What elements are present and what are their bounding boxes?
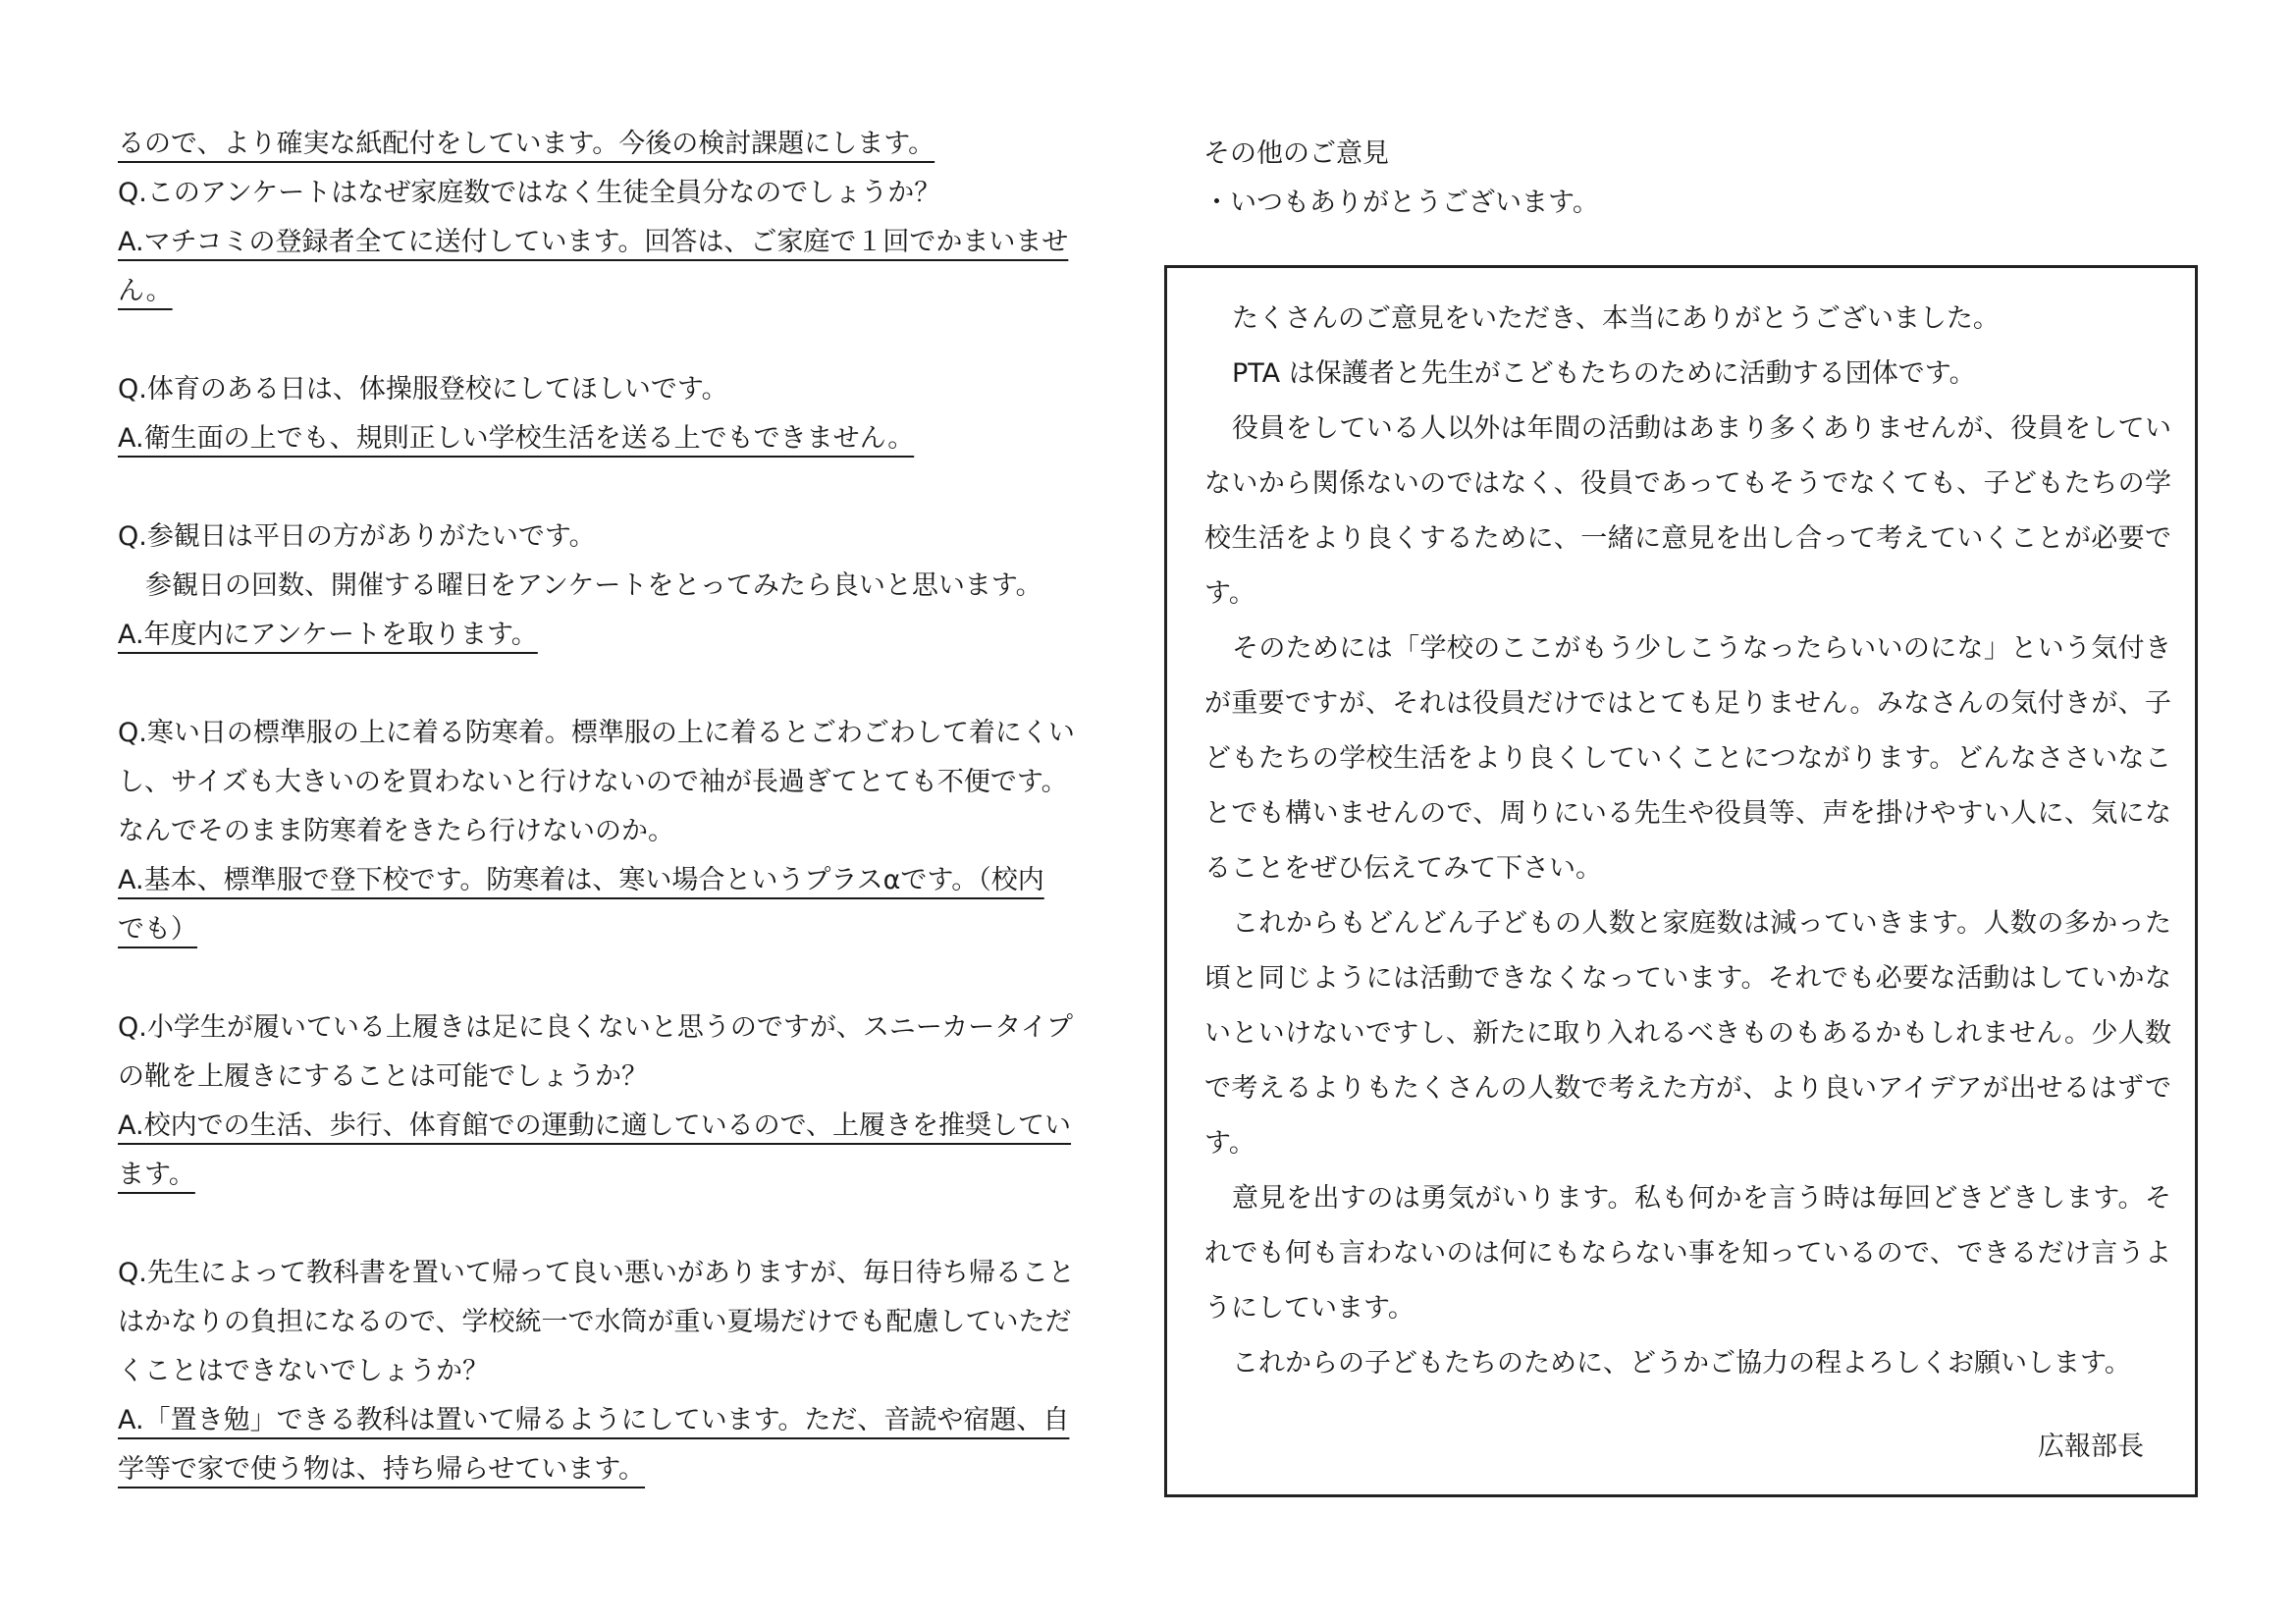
question-line: Q.体育のある日は、体操服登校にしてほしいです。 (118, 374, 728, 405)
answer-line: 学等で家で使う物は、持ち帰らせています。 (118, 1454, 646, 1485)
question-line: なんでそのまま防寒着をきたら行けないのか。 (118, 816, 674, 846)
question-line: くことはできないでしょうか？ (118, 1356, 489, 1386)
answer-line: A.「置き勉」できる教科は置いて帰るようにしています。ただ、音読や宿題、自 (118, 1405, 1070, 1435)
message-paragraph: これからの子どもたちのために、どうかご協力の程よろしくお願いします。 (1232, 1348, 2131, 1379)
answer-line: でも） (118, 914, 197, 945)
question-line: し、サイズも大きいのを買わないと行けないので袖が長過ぎてとても不便です。 (118, 767, 1068, 797)
message-box (1164, 265, 2198, 1497)
message-paragraph: 役員をしている人以外は年間の活動はあまり多くありませんが、役員をしていないから関係ないのではなく、役員であってもそうでなくても、子どもたちの学校生活をより良くするために、一緒に意見を出し合って考えていくことが必要です。 (1204, 413, 2171, 609)
question-line: Q.参観日は平日の方がありがたいです。 (118, 521, 596, 552)
other-opinions-section (1203, 130, 2195, 228)
spacer (118, 954, 1109, 1003)
message-paragraph: PTA は保護者と先生がこどもたちのために活動する団体です。 (1232, 358, 1976, 389)
signature: 広報部長 (2038, 1432, 2144, 1462)
message-paragraph: たくさんのご意見をいただき、本当にありがとうございました。 (1232, 303, 2000, 334)
answer-line: A.年度内にアンケートを取ります。 (118, 620, 538, 650)
message-body (1204, 292, 2171, 1391)
question-line: の靴を上履きにすることは可能でしょうか？ (118, 1061, 648, 1092)
answer-line: A.校内での生活、歩行、体育館での運動に適しているので、上履きを推奨してい (118, 1110, 1072, 1141)
spacer (118, 463, 1109, 513)
message-paragraph: これからもどんどん子どもの人数と家庭数は減っていきます。人数の多かった頃と同じようには活動できなくなっています。それでも必要な活動はしていかないといけないですし、新たに取り入れるべきものもあるかもしれません。少人数で考えるよりもたくさんの人数で考えた方が、より良いアイデアが出せるはずです。 (1204, 908, 2171, 1159)
spacer (118, 316, 1109, 365)
message-paragraph: 意見を出すのは勇気がいります。私も何かを言う時は毎回どきどきします。それでも何も言わないのは何にもならない事を知っているので、できるだけ言うようにしています。 (1204, 1183, 2171, 1324)
spacer (118, 660, 1109, 709)
other-opinions-heading: その他のご意見 (1203, 138, 1389, 169)
question-line: Q.寒い日の標準服の上に着る防寒着。標準服の上に着るとごわごわして着にくい (118, 718, 1075, 748)
answer-line: ん。 (118, 276, 173, 306)
answer-line: A.衛生面の上でも、規則正しい学校生活を送る上でもできません。 (118, 423, 915, 454)
question-line: 参観日の回数、開催する曜日をアンケートをとってみたら良いと思います。 (145, 570, 1042, 601)
answer-line: るので、より確実な紙配付をしています。今後の検討課題にします。 (118, 129, 935, 159)
answer-line: A.基本、標準服で登下校です。防寒着は、寒い場合というプラスαです。（校内 (118, 865, 1044, 895)
answer-line: ます。 (118, 1160, 195, 1190)
spacer (118, 1200, 1109, 1249)
question-line: Q.小学生が履いている上履きは足に良くないと思うのですが、スニーカータイプ (118, 1012, 1073, 1043)
question-line: はかなりの負担になるので、学校統一で水筒が重い夏場だけでも配慮していただ (118, 1307, 1072, 1337)
answer-line: A.マチコミの登録者全てに送付しています。回答は、ご家庭で１回でかまいませ (118, 227, 1069, 257)
qa-column (118, 120, 1109, 1494)
question-line: Q.このアンケートはなぜ家庭数ではなく生徒全員分なのでしょうか？ (118, 178, 941, 208)
question-line: Q.先生によって教科書を置いて帰って良い悪いがありますが、毎日待ち帰ること (118, 1258, 1075, 1288)
other-opinions-item: ・いつもありがとうございます。 (1203, 188, 1599, 218)
message-paragraph: そのためには「学校のここがもう少しこうなったらいいのにな」という気付きが重要ですが、それは役員だけではとても足りません。みなさんの気付きが、子どもたちの学校生活をより良くしていくことにつながります。どんなささいなことでも構いませんので、周りにいる先生や役員等、声を掛けやすい人に、気になることをぜひ伝えてみて下さい。 (1204, 633, 2171, 884)
